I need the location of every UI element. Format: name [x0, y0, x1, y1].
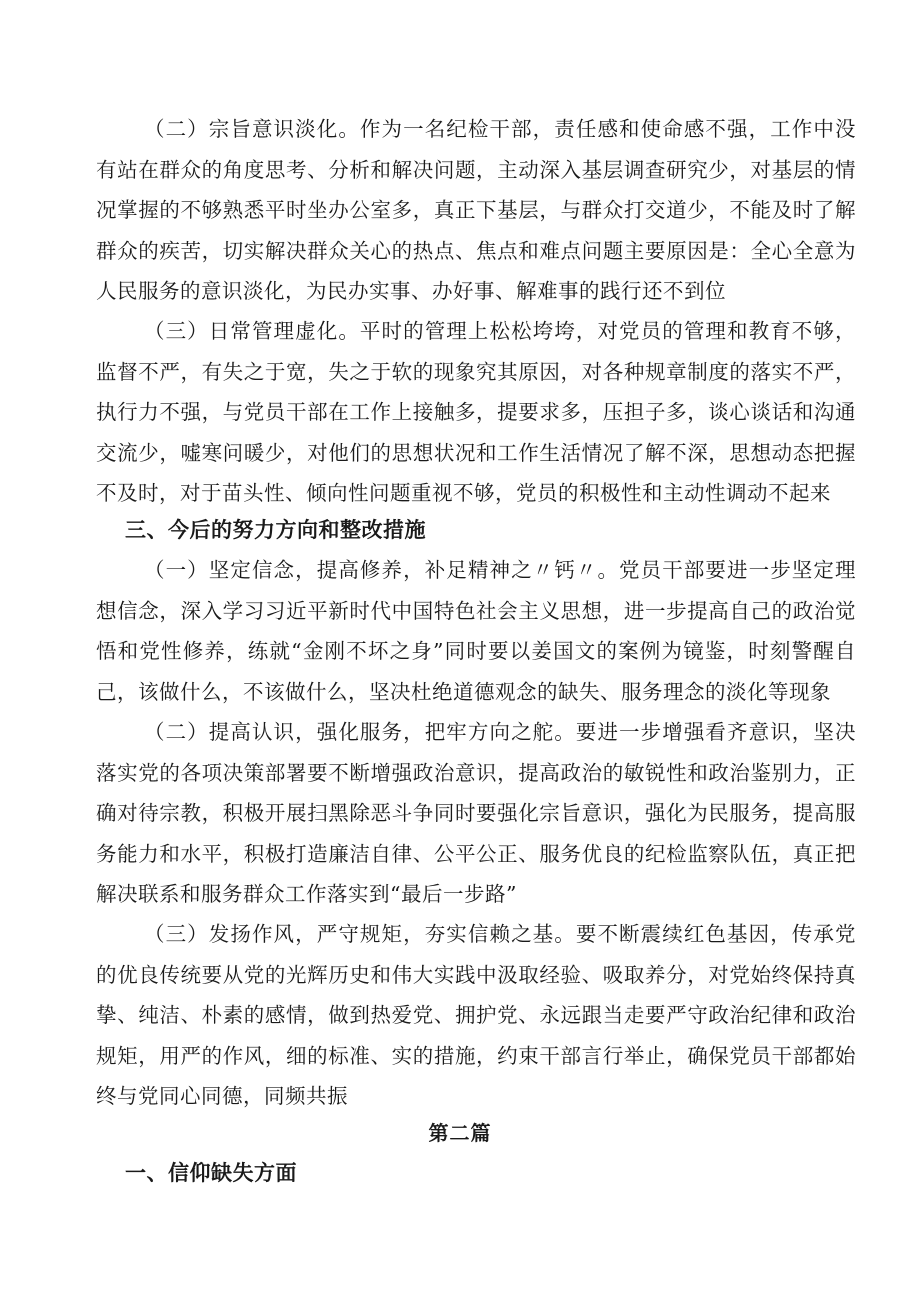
section-heading-rectification: 三、今后的努力方向和整改措施: [125, 518, 426, 542]
paragraph-purpose-awareness: （二）宗旨意识淡化。作为一名纪检干部，责任感和使命感不强，工作中没有站在群众的角度思考、分析和解决问题，主动深入基层调查研究少，对基层的情况掌握的不够熟悉平时坐办公室多，真正下基层，与群众打交道少，不能及时了解群众的疾苦，切实解决群众关心的热点、焦点和难点问题主要原因是：全心全意为人民服务的意识淡化，为民办实事、办好事、解难事的践行还不到位: [96, 117, 856, 303]
part-title: 第二篇: [428, 1121, 492, 1145]
subsection-heading-faith: 一、信仰缺失方面: [125, 1161, 297, 1185]
paragraph-daily-management: （三）日常管理虚化。平时的管理上松松垮垮，对党员的管理和教育不够，监督不严，有失之于宽，失之于软的现象究其原因，对各种规章制度的落实不严，执行力不强，与党员干部在工作上接触多，提要求多，压担子多，谈心谈话和沟通交流少，嘘寒问暖少，对他们的思想状况和工作生活情况了解不深，思想动态把握不及时，对于苗头性、倾向性问题重视不够，党员的积极性和主动性调动不起来: [96, 319, 856, 505]
paragraph-firm-belief: （一）坚定信念，提高修养，补足精神之〃钙〃。党员干部要进一步坚定理想信念，深入学习习近平新时代中国特色社会主义思想，进一步提高自己的政治觉悟和党性修养，练就“金刚不坏之身”同时要以姜国文的案例为镜鉴，时刻警醒自己，该做什么，不该做什么，坚决杜绝道德观念的缺失、服务理念的淡化等现象: [96, 558, 856, 704]
paragraph-raise-awareness: （二）提高认识，强化服务，把牢方向之舵。要进一步增强看齐意识，坚决落实党的各项决策部署要不断增强政治意识，提高政治的敏锐性和政治鉴别力，正确对待宗教，积极开展扫黑除恶斗争同时要强化宗旨意识，强化为民服务，提高服务能力和水平，积极打造廉洁自律、公平公正、服务优良的纪检监察队伍，真正把解决联系和服务群众工作落实到“最后一步路”: [96, 720, 856, 906]
paragraph-carry-forward-style: （三）发扬作风，严守规矩，夯实信赖之基。要不断震续红色基因，传承党的优良传统要从党的光辉历史和伟大实践中汲取经验、吸取养分，对党始终保持真挚、纯洁、朴素的感情，做到热爱党、拥护党、永远跟当走要严守政治纪律和政治规矩，用严的作风，细的标准、实的措施，约束干部言行举止，确保党员干部都始终与党同心同德，同频共振: [96, 922, 856, 1108]
